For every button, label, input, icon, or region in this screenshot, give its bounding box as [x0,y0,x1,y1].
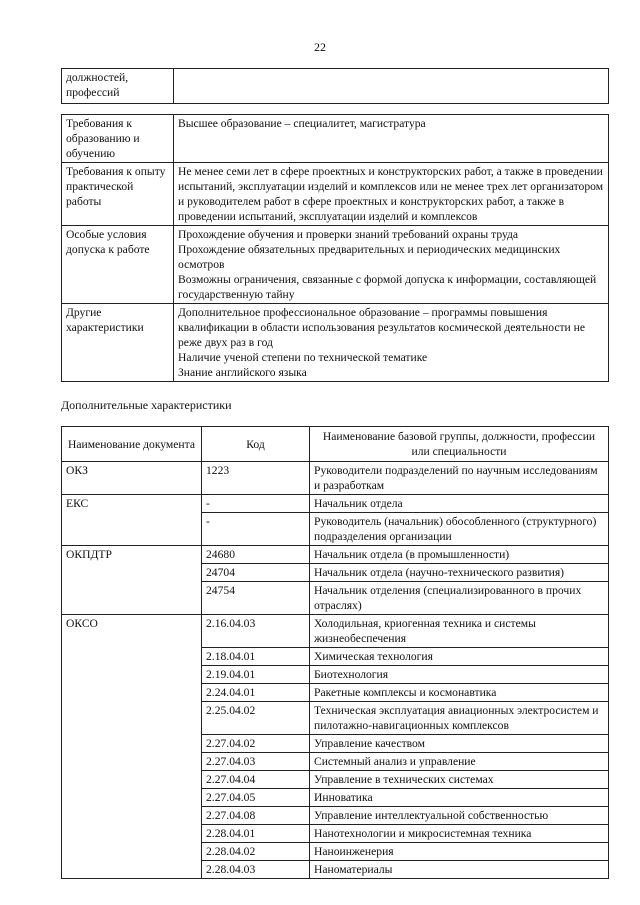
code-cell: 2.27.04.05 [202,789,310,807]
code-cell: 2.28.04.03 [202,861,310,879]
row-value [174,69,609,104]
document-name-cell: ЕКС [62,495,202,546]
occupation-name-cell: Нанотехнологии и микросистемная техника [310,825,609,843]
additional-characteristics-table [61,426,609,879]
requirement-line: Не менее семи лет в сфере проектных и конструкторских работ, а также в проведении испытаний, эксплуатации изделий и комплексов или не менее трех лет организатором и руководителем работ в сфере проектных и конструкторских работ, а также в проведении испытаний, эксплуатации изделий и комплексов [178,165,604,223]
requirement-label: Требования к образованию и обучению [62,115,174,163]
page-number: 22 [314,40,326,54]
table-row [62,546,609,564]
code-cell: 2.27.04.08 [202,807,310,825]
requirement-line: Прохождение обучения и проверки знаний требований охраны труда [178,228,519,241]
requirement-value [174,115,609,163]
code-cell: 2.18.04.01 [202,648,310,666]
occupation-name-cell: Наноинженерия [310,843,609,861]
table-row [62,69,609,104]
header-document: Наименование документа [62,427,202,462]
code-cell: 24680 [202,546,310,564]
code-cell: 24704 [202,564,310,582]
row-label: должностей, профессий [62,69,174,104]
code-cell: 2.28.04.01 [202,825,310,843]
code-cell: - [202,513,310,546]
occupation-name-cell: Начальник отдела [310,495,609,513]
additional-characteristics-title: Дополнительные характеристики [61,398,232,412]
occupation-name-cell: Техническая эксплуатация авиационных электросистем и пилотажно-навигационных комплексов [310,702,609,735]
occupation-name-cell: Руководители подразделений по научным исследованиям и разработкам [310,462,609,495]
occupation-name-cell: Управление в технических системах [310,771,609,789]
document-name-cell: ОКПДТР [62,546,202,615]
occupation-name-cell: Ракетные комплексы и космонавтика [310,684,609,702]
header-name: Наименование базовой группы, должности, профессии или специальности [310,427,609,462]
requirement-label: Требования к опыту практической работы [62,163,174,226]
document-name-cell: ОКЗ [62,462,202,495]
occupation-name-cell: Начальник отдела (в промышленности) [310,546,609,564]
occupation-name-cell: Начальник отделения (специализированного в прочих отраслях) [310,582,609,615]
occupation-name-cell: Управление качеством [310,735,609,753]
occupation-name-cell: Холодильная, криогенная техника и системы жизнеобеспечения [310,615,609,648]
occupation-name-cell: Начальник отдела (научно-технического развития) [310,564,609,582]
occupation-name-cell: Наноматериалы [310,861,609,879]
table-row [62,462,609,495]
code-cell: 2.27.04.04 [202,771,310,789]
table-row [62,115,609,163]
code-cell: 2.25.04.02 [202,702,310,735]
table-row [62,226,609,304]
requirement-line: Знание английского языка [178,366,307,379]
code-cell: - [202,495,310,513]
code-cell: 2.28.04.02 [202,843,310,861]
code-cell: 2.24.04.01 [202,684,310,702]
requirement-line: Высшее образование – специалитет, магистратура [178,117,426,130]
code-cell: 24754 [202,582,310,615]
table-row [62,163,609,226]
occupation-name-cell: Управление интеллектуальной собственностью [310,807,609,825]
code-cell: 2.16.04.03 [202,615,310,648]
code-cell: 1223 [202,462,310,495]
code-cell: 2.19.04.01 [202,666,310,684]
requirement-label: Другие характеристики [62,304,174,382]
requirements-table [61,114,609,382]
requirement-line: Прохождение обязательных предварительных и периодических медицинских осмотров [178,243,561,271]
document-name-cell: ОКСО [62,615,202,879]
table-row [62,304,609,382]
occupation-name-cell: Биотехнология [310,666,609,684]
table-row [62,495,609,513]
requirement-line: Возможны ограничения, связанные с формой допуска к информации, составляющей государственную тайну [178,273,597,301]
requirement-label: Особые условия допуска к работе [62,226,174,304]
occupation-name-cell: Руководитель (начальник) обособленного (структурного) подразделения организации [310,513,609,546]
occupation-name-cell: Системный анализ и управление [310,753,609,771]
occupation-name-cell: Химическая технология [310,648,609,666]
code-cell: 2.27.04.03 [202,753,310,771]
positions-table [61,68,609,104]
requirement-value [174,163,609,226]
requirement-value [174,226,609,304]
requirement-line: Наличие ученой степени по технической тематике [178,351,428,364]
table-header-row [62,427,609,462]
requirement-line: Дополнительное профессиональное образование – программы повышения квалификации в области использования результатов космической деятельности не реже двух раз в год [178,306,586,349]
requirement-value [174,304,609,382]
table-row [62,615,609,648]
code-cell: 2.27.04.02 [202,735,310,753]
header-code: Код [202,427,310,462]
occupation-name-cell: Инноватика [310,789,609,807]
